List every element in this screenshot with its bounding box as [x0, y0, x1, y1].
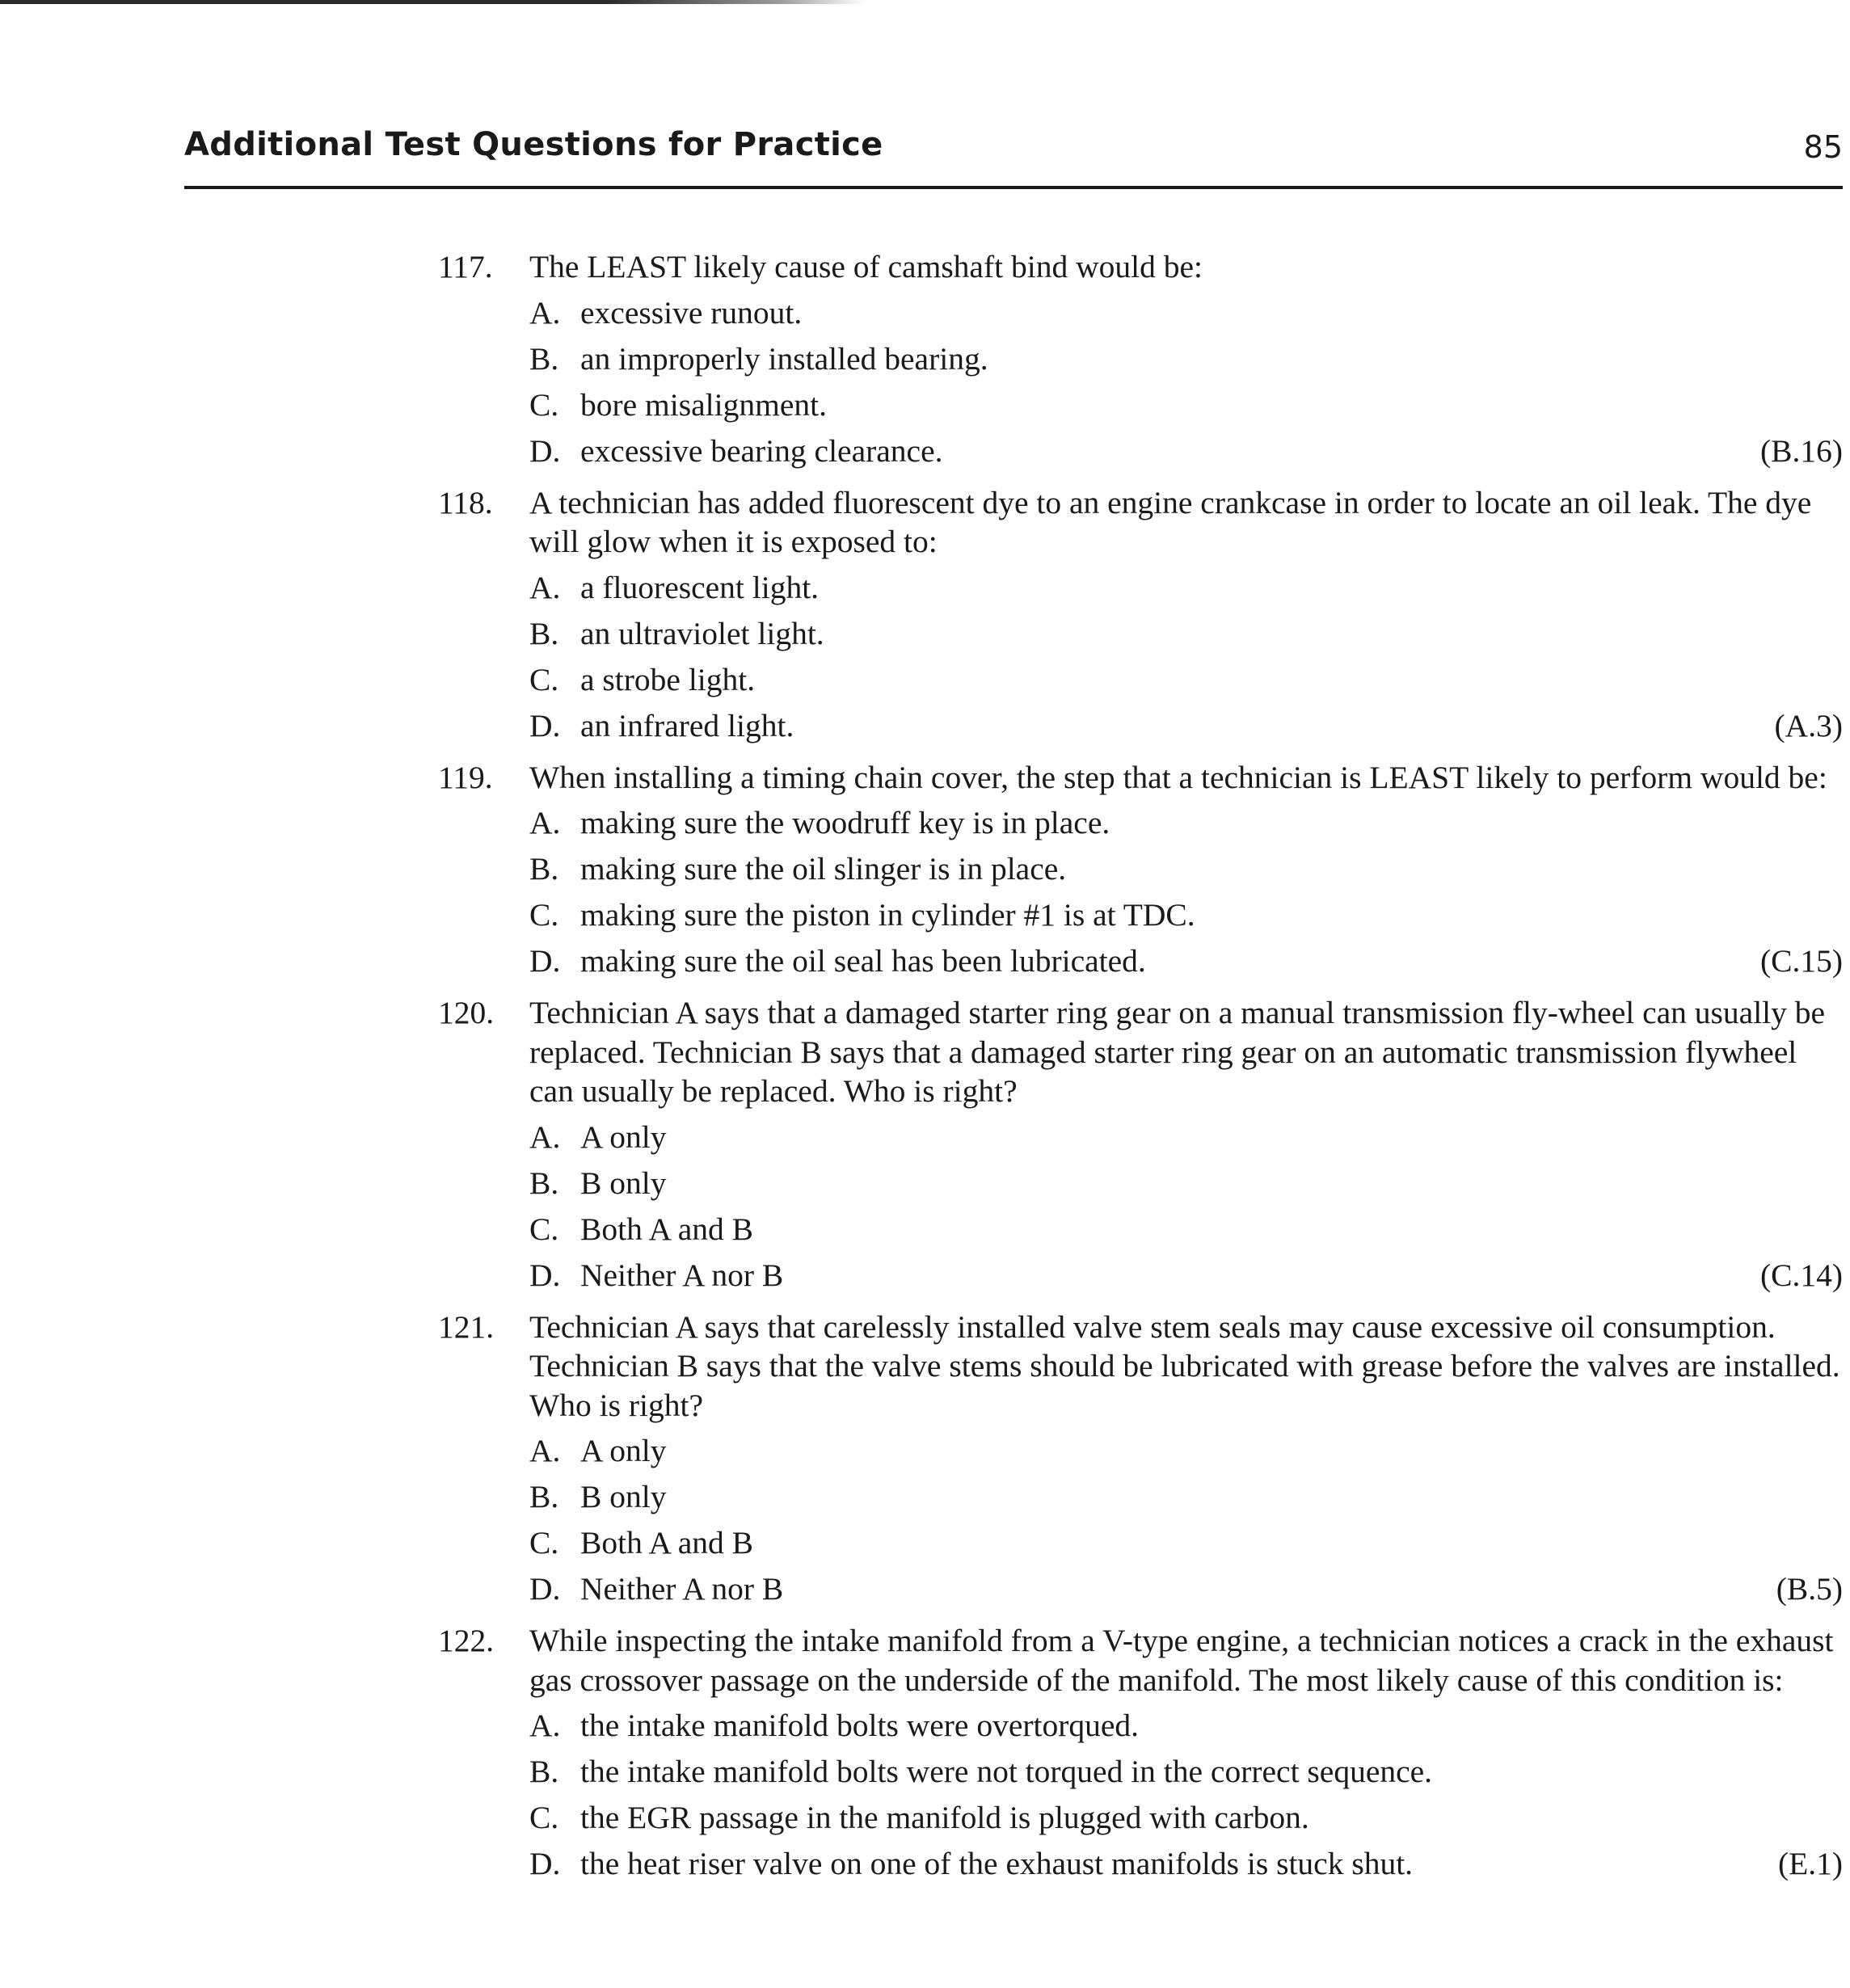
choice-text: the EGR passage in the manifold is plugged with carbon. [580, 1800, 1309, 1835]
choice-a [428, 1431, 1843, 1471]
choice-letter: B. [529, 1165, 559, 1201]
question-stem [428, 483, 1843, 562]
question-text: Technician A says that carelessly installed valve stem seals may cause excessive oil consumption. Technician B says that the valve stems should be lubricated with grease before the valves are installed. Who is right? [529, 1308, 1840, 1423]
choice-letter: B. [529, 1479, 559, 1514]
choice-letter: D. [529, 707, 561, 743]
task-reference: (C.15) [1759, 943, 1843, 979]
question-120 [428, 993, 1843, 1295]
choice-letter: A. [529, 1708, 561, 1743]
question-text: While inspecting the intake manifold from a V-type engine, a technician notices a crack in the exhaust gas crossover passage on the underside of the manifold. The most likely cause of this condition is: [529, 1623, 1834, 1698]
task-reference: (A.3) [1774, 707, 1843, 743]
choice-a [428, 803, 1843, 843]
choice-letter: B. [529, 1754, 559, 1789]
choice-c [428, 1210, 1843, 1249]
choice-letter: A. [529, 294, 561, 331]
choice-b [428, 614, 1843, 654]
question-117 [428, 247, 1843, 471]
choice-d [428, 1569, 1843, 1609]
choice-letter: D. [529, 1257, 561, 1293]
choice-d [428, 432, 1843, 471]
choice-text: making sure the oil seal has been lubricated. [580, 943, 1146, 979]
question-text: Technician A says that a damaged starter ring gear on a manual transmission fly-wheel can usually be replaced. Technician B says that a damaged starter ring gear on an automatic transmission flywheel can usually be replaced. Who is right? [529, 995, 1826, 1109]
choice-letter: D. [529, 943, 561, 979]
choice-b [428, 339, 1843, 379]
choice-letter: A. [529, 569, 561, 605]
task-reference: (E.1) [1777, 1846, 1843, 1881]
choice-text: an ultraviolet light. [580, 615, 824, 651]
choice-text: B only [580, 1165, 667, 1201]
question-number: 121. [438, 1308, 495, 1345]
question-118 [428, 483, 1843, 746]
choice-text: A only [580, 1433, 667, 1468]
choice-letter: D. [529, 1571, 561, 1607]
choice-text: Both A and B [580, 1211, 753, 1247]
question-number: 117. [438, 249, 493, 284]
page-number: 85 [1803, 129, 1843, 165]
question-text: The LEAST likely cause of camshaft bind would be: [529, 249, 1203, 284]
choice-letter: D. [529, 1846, 561, 1881]
choice-text: an infrared light. [580, 707, 794, 743]
choice-text: an improperly installed bearing. [580, 340, 988, 377]
choice-d [428, 1256, 1843, 1295]
running-header [184, 121, 1843, 189]
choice-b [428, 1164, 1843, 1203]
question-number: 118. [438, 484, 493, 520]
choice-letter: C. [529, 661, 559, 697]
choice-c [428, 1523, 1843, 1563]
question-stem [428, 1621, 1843, 1699]
question-text: A technician has added fluorescent dye to an engine crankcase in order to locate an oil leak. The dye will glow when it is exposed to: [529, 484, 1812, 559]
choice-text: the intake manifold bolts were not torqued in the correct sequence. [580, 1754, 1433, 1789]
choice-letter: A. [529, 1433, 561, 1468]
question-stem [428, 758, 1843, 798]
choice-c [428, 660, 1843, 700]
choice-text: making sure the woodruff key is in place. [580, 805, 1110, 840]
choice-text: making sure the oil slinger is in place. [580, 851, 1067, 887]
choice-d [428, 706, 1843, 746]
choice-d [428, 941, 1843, 981]
choice-letter: B. [529, 851, 559, 887]
choice-b [428, 1477, 1843, 1517]
choice-d [428, 1844, 1843, 1884]
task-reference: (B.16) [1759, 432, 1843, 469]
choice-letter: A. [529, 805, 561, 840]
choice-a [428, 568, 1843, 608]
choice-letter: D. [529, 432, 561, 469]
choice-letter: B. [529, 340, 559, 377]
choice-letter: C. [529, 897, 559, 933]
choice-b [428, 849, 1843, 889]
choice-a [428, 293, 1843, 333]
question-number: 119. [438, 759, 493, 795]
choice-c [428, 895, 1843, 935]
choice-text: bore misalignment. [580, 386, 827, 423]
choice-letter: C. [529, 1525, 559, 1560]
choice-letter: C. [529, 386, 559, 423]
choice-b [428, 1752, 1843, 1792]
choice-letter: A. [529, 1118, 561, 1155]
task-reference: (C.14) [1759, 1257, 1843, 1293]
choice-text: excessive runout. [580, 294, 803, 331]
question-number: 122. [438, 1623, 495, 1658]
question-stem [428, 993, 1843, 1111]
choice-c [428, 1798, 1843, 1838]
question-stem [428, 1308, 1843, 1426]
choice-c [428, 385, 1843, 425]
choice-text: the heat riser valve on one of the exhaust manifolds is stuck shut. [580, 1846, 1414, 1881]
choice-text: a fluorescent light. [580, 569, 820, 605]
scan-edge-line [0, 0, 865, 4]
choice-text: B only [580, 1479, 667, 1514]
choice-letter: C. [529, 1211, 559, 1247]
choice-text: Neither A nor B [580, 1257, 784, 1293]
question-122 [428, 1621, 1843, 1884]
question-number: 120. [438, 995, 495, 1030]
choice-text: making sure the piston in cylinder #1 is at TDC. [580, 897, 1195, 933]
question-stem [428, 247, 1843, 287]
choice-text: excessive bearing clearance. [580, 432, 943, 469]
choice-letter: B. [529, 615, 559, 651]
question-119 [428, 758, 1843, 982]
choice-a [428, 1706, 1843, 1746]
question-text: When installing a timing chain cover, the step that a technician is LEAST likely to perform would be: [529, 759, 1827, 795]
choice-a [428, 1118, 1843, 1157]
choice-text: Neither A nor B [580, 1571, 784, 1607]
question-list [428, 247, 1843, 1896]
choice-text: the intake manifold bolts were overtorqued. [580, 1708, 1140, 1743]
task-reference: (B.5) [1776, 1571, 1843, 1607]
choice-text: A only [580, 1118, 667, 1155]
choice-letter: C. [529, 1800, 559, 1835]
running-title: Additional Test Questions for Practice [184, 126, 883, 163]
question-121 [428, 1308, 1843, 1610]
choice-text: a strobe light. [580, 661, 756, 697]
choice-text: Both A and B [580, 1525, 753, 1560]
